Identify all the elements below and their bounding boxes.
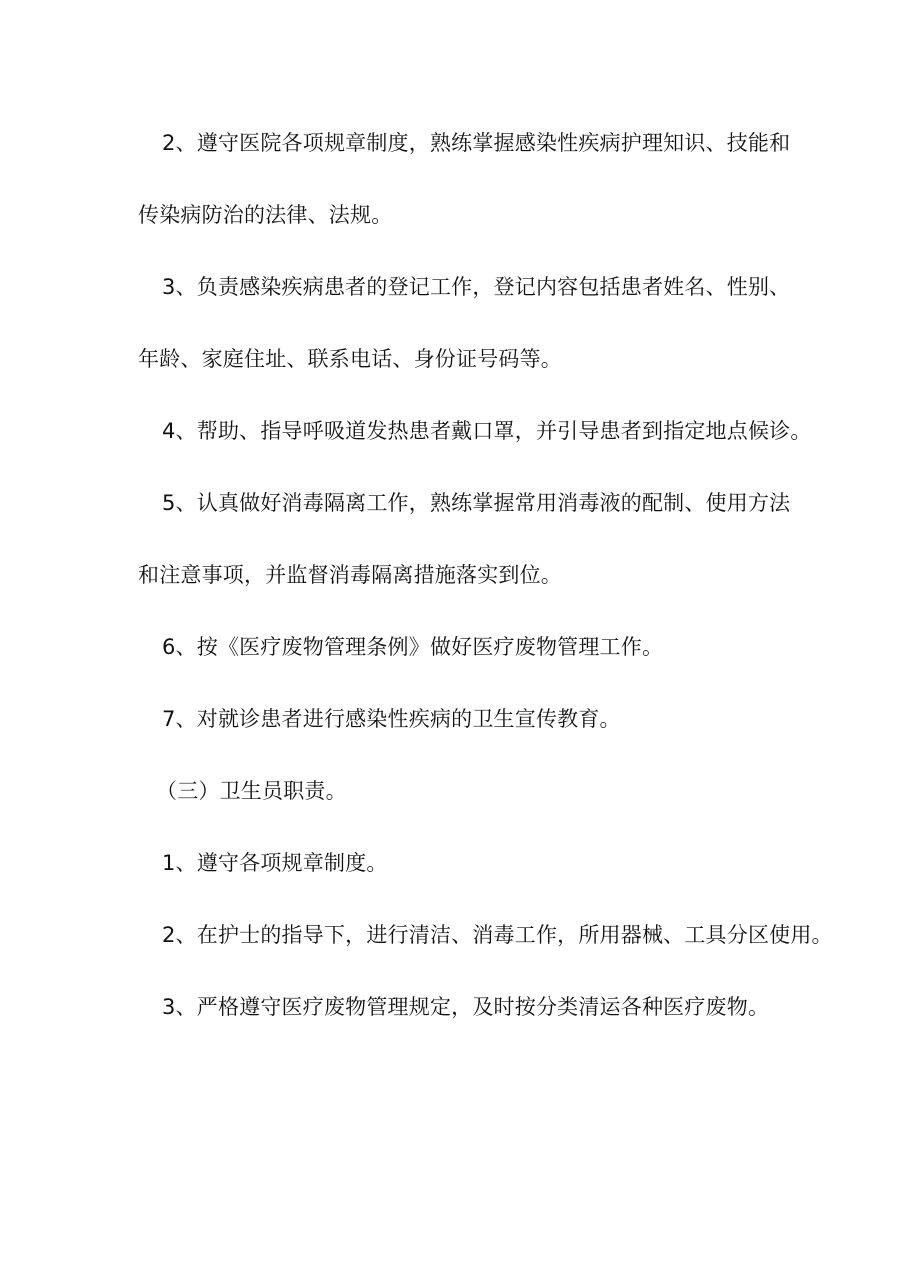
paragraph-line: 1、遵守各项规章制度。 [162, 851, 388, 875]
paragraph-line: 传染病防治的法律、法规。 [138, 203, 393, 227]
paragraph-line: 3、负责感染疾病患者的登记工作，登记内容包括患者姓名、性别、 [162, 275, 791, 299]
paragraph-line: 7、对就诊患者进行感染性疾病的卫生宣传教育。 [162, 707, 621, 731]
paragraph-line: 4、帮助、指导呼吸道发热患者戴口罩，并引导患者到指定地点候诊。 [162, 419, 812, 443]
paragraph-line: 和注意事项，并监督消毒隔离措施落实到位。 [138, 563, 562, 587]
paragraph-line: 2、遵守医院各项规章制度，熟练掌握感染性疾病护理知识、技能和 [162, 131, 791, 155]
paragraph-line: 年龄、家庭住址、联系电话、身份证号码等。 [138, 347, 562, 371]
paragraph-line: 5、认真做好消毒隔离工作，熟练掌握常用消毒液的配制、使用方法 [162, 491, 791, 515]
paragraph-line: 2、在护士的指导下，进行清洁、消毒工作，所用器械、工具分区使用。 [162, 923, 833, 947]
paragraph-line: 3、严格遵守医疗废物管理规定，及时按分类清运各种医疗废物。 [162, 995, 770, 1019]
section-heading: （三）卫生员职责。 [156, 779, 347, 803]
paragraph-line: 6、按《医疗废物管理条例》做好医疗废物管理工作。 [162, 635, 664, 659]
